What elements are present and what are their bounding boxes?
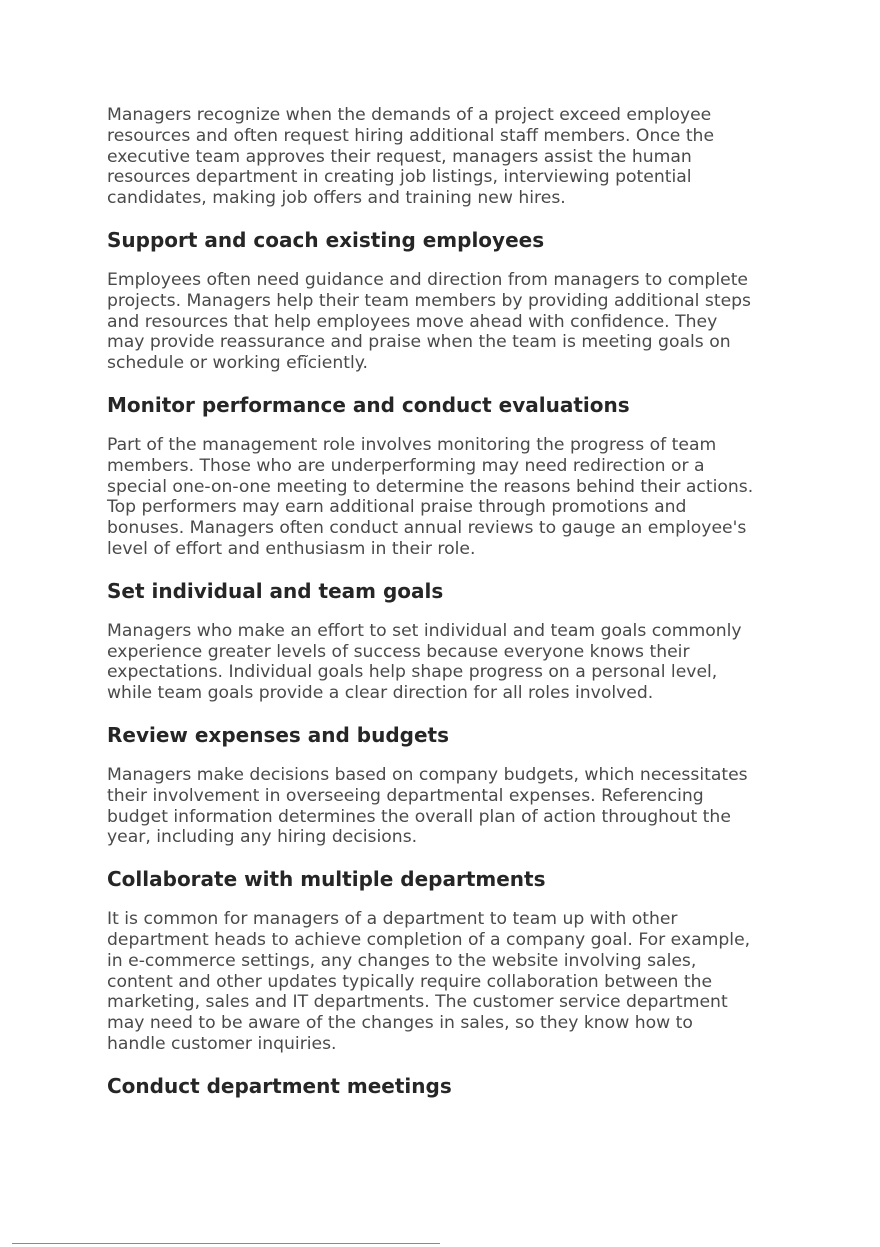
section-heading-set-goals: Set individual and team goals xyxy=(107,578,444,603)
footnote-divider xyxy=(12,1243,440,1244)
spacer xyxy=(107,209,787,228)
spacer xyxy=(107,891,787,909)
spacer xyxy=(107,848,787,867)
section-body-collaborate: It is common for managers of a department to team up with other department heads to achieve completion of a company goal. For example, in e-commerce settings, any changes to the website involving sales, content and other updates typically require collaboration between the marketing, sales and IT departments. The customer service department may need to be aware of the changes in sales, so they know how to handle customer inquiries. xyxy=(107,909,751,1054)
document-page xyxy=(107,105,787,1098)
spacer xyxy=(107,252,787,270)
spacer xyxy=(107,374,787,393)
spacer xyxy=(107,1055,787,1074)
spacer xyxy=(107,704,787,723)
section-body-support-coach: Employees often need guidance and direction from managers to complete projects. Managers help their team members by providing additional steps and resources that help employees move ahead with confidence. They may provide reassurance and praise when the team is meeting goals on schedule or working efĩciently. xyxy=(107,269,752,374)
spacer xyxy=(107,417,787,435)
section-heading-support-coach: Support and coach existing employees xyxy=(107,227,545,252)
spacer xyxy=(107,603,787,621)
section-body-set-goals: Managers who make an effort to set individual and team goals commonly experience greater levels of success because everyone knows their expectations. Individual goals help shape progress on a personal level, while team goals provide a clear direction for all roles involved. xyxy=(107,620,742,704)
section-body-review-expenses: Managers make decisions based on company budgets, which necessitates their involvement in overseeing departmental expenses. Referencing budget information determines the overall plan of action throughout the year, including any hiring decisions. xyxy=(107,764,748,848)
spacer xyxy=(107,560,787,579)
section-heading-department-meetings: Conduct department meetings xyxy=(107,1073,452,1098)
spacer xyxy=(107,747,787,765)
section-body-monitor-performance: Part of the management role involves monitoring the progress of team members. Those who are underperforming may need redirection or a special one-on-one meeting to determine the reasons behind their actions. Top performers may earn additional praise through promotions and bonuses. Managers often conduct annual reviews to gauge an employee's level of effort and enthusiasm in their role. xyxy=(107,434,754,559)
section-heading-monitor-performance: Monitor performance and conduct evaluations xyxy=(107,392,630,417)
section-heading-collaborate: Collaborate with multiple departments xyxy=(107,867,546,892)
intro-paragraph: Managers recognize when the demands of a project exceed employee resources and often request hiring additional staff members. Once the executive team approves their request, managers assist the human resources department in creating job listings, interviewing potential candidates, making job offers and training new hires. xyxy=(107,105,715,209)
section-heading-review-expenses: Review expenses and budgets xyxy=(107,722,450,747)
